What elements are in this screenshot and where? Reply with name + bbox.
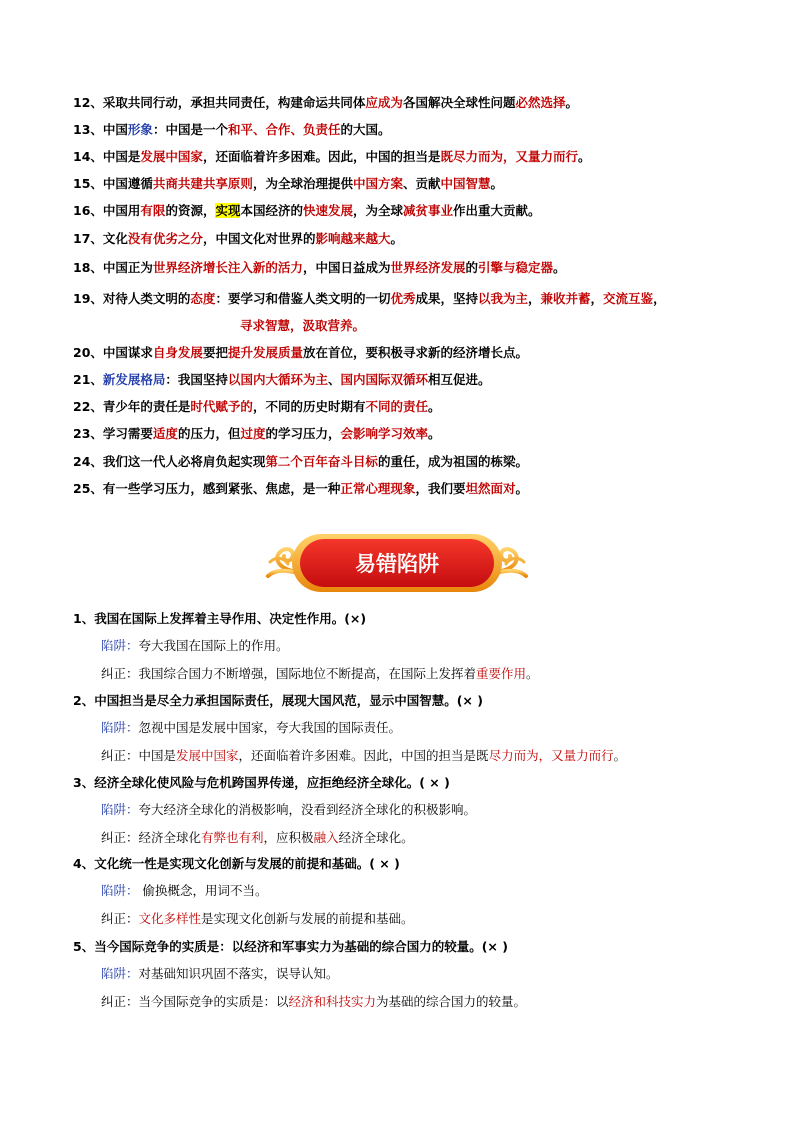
trap-text: 夸大我国在国际上的作用。 <box>138 638 289 653</box>
text-segment: 时代赋予的 <box>190 399 253 414</box>
trap-question: 2、中国担当是尽全力承担国际责任，展现大国风范，显示中国智慧。(× ) <box>73 693 483 708</box>
text-segment: 自身发展 <box>152 345 203 360</box>
knowledge-point <box>73 399 440 415</box>
text-segment: ， <box>653 291 666 306</box>
text-segment: 经济全球化 <box>138 830 202 845</box>
correction-label: 纠正： <box>101 830 139 845</box>
text-segment: 中国用 <box>102 203 141 218</box>
text-segment: 的 <box>465 260 478 275</box>
text-segment: 发展中国家 <box>140 149 203 164</box>
text-segment: 重要作用 <box>476 666 527 681</box>
text-segment: ，不同的历史时期有 <box>252 399 366 414</box>
text-segment: 、 <box>327 372 341 387</box>
text-segment: 学习需要 <box>102 426 153 441</box>
trap-label: 陷阱： <box>101 966 139 981</box>
text-segment: 国内国际双循环 <box>340 372 428 387</box>
correction <box>101 830 414 846</box>
text-segment: 的大国。 <box>340 122 391 137</box>
text-segment: 正常心理现象 <box>340 481 416 496</box>
point-number: 20、 <box>73 345 103 360</box>
text-segment: ，中国文化对世界的 <box>202 231 316 246</box>
trap-label: 陷阱： <box>101 720 139 735</box>
trap-label: 陷阱： <box>101 638 139 653</box>
text-segment: 以我为主 <box>477 291 528 306</box>
text-segment: ，我们要 <box>415 481 466 496</box>
correction <box>101 748 626 764</box>
point-number: 17、 <box>73 231 103 246</box>
text-segment: 既尽力而为，又量力而行 <box>440 149 578 164</box>
text-segment: 本国经济的 <box>240 203 303 218</box>
text-segment: ， <box>590 291 604 306</box>
text-segment: 成果，坚持 <box>415 291 478 306</box>
text-segment: 为基础的综合国力的较量。 <box>376 994 527 1009</box>
point-number: 18、 <box>73 260 103 275</box>
knowledge-point <box>73 291 666 307</box>
text-segment: 快速发展 <box>302 203 353 218</box>
text-segment: 新发展格局 <box>102 372 166 387</box>
text-segment: 。 <box>553 260 566 275</box>
text-segment: 。 <box>577 149 591 164</box>
trap-label: 陷阱： <box>101 883 139 898</box>
text-segment: 相互促进。 <box>427 372 491 387</box>
correction <box>101 911 414 927</box>
text-segment: 作出重大贡献。 <box>453 203 541 218</box>
text-segment: 不同的责任 <box>365 399 428 414</box>
text-segment: 。 <box>515 481 528 496</box>
text-segment: 经济和科技实力 <box>288 994 377 1009</box>
text-segment: 以国内大循环为主 <box>227 372 328 387</box>
trap-text: 对基础知识巩固不落实，误导认知。 <box>138 966 339 981</box>
text-segment: 我国综合国力不断增强，国际地位不断提高，在国际上发挥着 <box>138 666 477 681</box>
text-segment: 中国正为 <box>102 260 153 275</box>
text-segment: 。 <box>526 666 539 681</box>
trap-label: 陷阱： <box>101 802 139 817</box>
text-segment: 中国遵循 <box>102 176 153 191</box>
point-number: 25、 <box>73 481 103 496</box>
point-number: 19、 <box>73 291 103 306</box>
text-segment: 是实现文化创新与发展的前提和基础。 <box>201 911 414 926</box>
text-segment: ：要学习和借鉴人类文明的一切 <box>215 291 391 306</box>
text-segment: 和平、合作、负责任 <box>227 122 341 137</box>
text-segment: 应成为 <box>365 95 403 110</box>
text-segment: 各国解决全球性问题 <box>402 95 516 110</box>
trap-text: 忽视中国是发展中国家，夸大我国的国际责任。 <box>138 720 402 735</box>
text-segment: 交流互鉴 <box>603 291 654 306</box>
knowledge-point <box>73 95 578 111</box>
text-segment: 中国是 <box>138 748 177 763</box>
text-segment: ，还面临着许多困难。因此，中国的担当是既 <box>238 748 489 763</box>
text-segment: 中国方案 <box>352 176 403 191</box>
trap-question: 1、我国在国际上发挥着主导作用、决定性作用。(×) <box>73 611 367 626</box>
text-segment: 过度 <box>240 426 266 441</box>
text-segment: 。 <box>565 95 578 110</box>
text-segment: ，为全球 <box>353 203 404 218</box>
text-segment: 中国是 <box>102 149 141 164</box>
text-segment: 中国谋求 <box>102 345 153 360</box>
text-segment: ，为全球治理提供 <box>252 176 353 191</box>
text-segment: ：中国是一个 <box>152 122 228 137</box>
correction-label: 纠正： <box>101 911 139 926</box>
text-segment: 世界经济发展 <box>390 260 466 275</box>
text-segment: ， <box>528 291 541 306</box>
text-segment: 有限 <box>140 203 166 218</box>
text-segment: 对待人类文明的 <box>102 291 191 306</box>
trap-explanation <box>101 883 268 899</box>
knowledge-point <box>73 372 491 388</box>
trap-question: 3、经济全球化使风险与危机跨国界传递，应拒绝经济全球化。( × ) <box>73 775 450 790</box>
point-number: 23、 <box>73 426 103 441</box>
text-segment: 发展中国家 <box>176 748 239 763</box>
text-segment: 要把 <box>202 345 228 360</box>
knowledge-point <box>73 454 528 470</box>
text-segment: 我们这一代人必将肩负起实现 <box>102 454 266 469</box>
knowledge-point <box>73 426 441 442</box>
text-segment: 文化 <box>102 231 128 246</box>
trap-question: 5、当今国际竞争的实质是：以经济和军事实力为基础的综合国力的较量。(× ) <box>73 939 508 954</box>
knowledge-point <box>73 260 566 276</box>
text-segment: 第二个百年奋斗目标 <box>265 454 378 469</box>
point-number: 22、 <box>73 399 103 414</box>
knowledge-point <box>73 122 390 138</box>
trap-text: 偷换概念，用词不当。 <box>138 883 268 898</box>
text-segment: 的压力，但 <box>177 426 241 441</box>
correction-label: 纠正： <box>101 666 139 681</box>
correction <box>101 666 539 682</box>
trap-text: 夸大经济全球化的消极影响，没看到经济全球化的积极影响。 <box>138 802 477 817</box>
text-segment: 当今国际竞争的实质是：以 <box>138 994 289 1009</box>
text-segment: 青少年的责任是 <box>102 399 191 414</box>
text-segment: 的学习压力， <box>265 426 341 441</box>
text-segment: 减贫事业 <box>403 203 454 218</box>
text-segment: 兼收并蓄 <box>540 291 591 306</box>
text-segment: 形象 <box>127 122 153 137</box>
text-segment: 实现 <box>215 203 241 218</box>
trap-explanation <box>101 638 289 654</box>
banner-title: 易错陷阱 <box>355 552 439 576</box>
trap-explanation <box>101 802 476 818</box>
text-segment: 共商共建共享原则 <box>152 176 253 191</box>
knowledge-point <box>73 231 403 247</box>
text-segment: 放在首位，要积极寻求新的经济增长点。 <box>302 345 528 360</box>
text-segment: 引擎与稳定器 <box>477 260 553 275</box>
text-segment: 。 <box>427 399 441 414</box>
text-segment: 的资源， <box>165 203 216 218</box>
text-segment: 文化多样性 <box>138 911 202 926</box>
text-segment: 采取共同行动，承担共同责任，构建命运共同体 <box>102 95 366 110</box>
knowledge-point <box>73 176 503 192</box>
text-segment: 没有优劣之分 <box>127 231 203 246</box>
text-segment: 经济全球化。 <box>338 830 414 845</box>
point-19-continuation: 寻求智慧，汲取营养。 <box>240 318 366 333</box>
knowledge-point <box>73 345 528 361</box>
text-segment: 态度 <box>190 291 216 306</box>
point-number: 13、 <box>73 122 103 137</box>
trap-explanation <box>101 966 339 982</box>
text-segment: 必然选择 <box>515 95 566 110</box>
text-segment: ：我国坚持 <box>165 372 228 387</box>
text-segment: 优秀 <box>390 291 416 306</box>
correction-label: 纠正： <box>101 994 139 1009</box>
trap-question: 4、文化统一性是实现文化创新与发展的前提和基础。( × ) <box>73 856 400 871</box>
text-segment: 尽力而为，又量力而行 <box>488 748 614 763</box>
knowledge-point <box>73 481 528 497</box>
knowledge-point <box>73 203 541 219</box>
text-segment: 、贡献 <box>402 176 441 191</box>
text-segment: 会影响学习效率 <box>340 426 428 441</box>
text-segment: 。 <box>390 231 403 246</box>
text-segment: 融入 <box>313 830 339 845</box>
text-segment: 有一些学习压力，感到紧张、焦虑，是一种 <box>102 481 341 496</box>
text-segment: 提升发展质量 <box>227 345 303 360</box>
point-number: 12、 <box>73 95 103 110</box>
text-segment: 。 <box>428 426 441 441</box>
point-number: 16、 <box>73 203 103 218</box>
point-number: 15、 <box>73 176 103 191</box>
text-segment: ，应积极 <box>263 830 314 845</box>
section-banner <box>262 532 532 596</box>
knowledge-point <box>73 149 590 165</box>
correction-label: 纠正： <box>101 748 139 763</box>
point-number: 14、 <box>73 149 103 164</box>
text-segment: 适度 <box>152 426 178 441</box>
text-segment: 中国智慧 <box>440 176 491 191</box>
text-segment: 有弊也有利 <box>201 830 264 845</box>
text-segment: 中国 <box>102 122 128 137</box>
point-number: 24、 <box>73 454 103 469</box>
text-segment: 的重任，成为祖国的栋梁。 <box>377 454 528 469</box>
text-segment: 世界经济增长注入新的活力 <box>152 260 303 275</box>
point-number: 21、 <box>73 372 103 387</box>
text-segment: 坦然面对 <box>465 481 516 496</box>
text-segment: 。 <box>490 176 504 191</box>
text-segment: 影响越来越大 <box>315 231 391 246</box>
trap-explanation <box>101 720 401 736</box>
text-segment: 。 <box>613 748 627 763</box>
text-segment: ，中国日益成为 <box>302 260 391 275</box>
text-segment: ，还面临着许多困难。因此，中国的担当是 <box>202 149 441 164</box>
correction <box>101 994 526 1010</box>
